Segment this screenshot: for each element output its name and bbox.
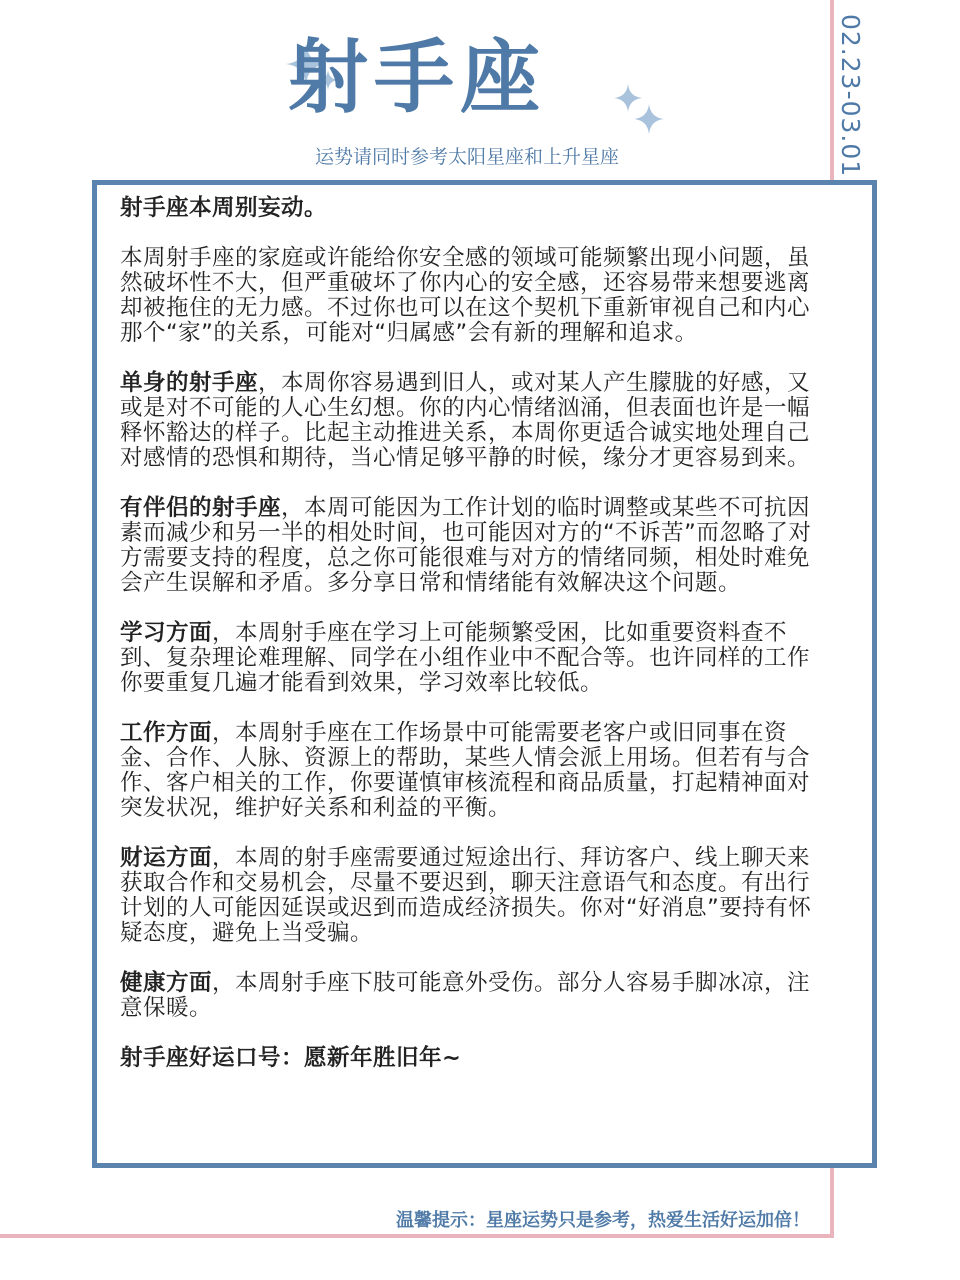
section-study [120, 621, 820, 696]
page-title: 射手座 [288, 31, 546, 124]
section-text: ，本周可能因为工作计划的临时调整或某些不可抗因素而减少和另一半的相处时间，也可能因对方的“不诉苦”而忽略了对方需要支持的程度，总之你可能很难与对方的情绪同频，相处时难免会产生误解和矛盾。多分享日常和情绪能有效解决这个问题。 [120, 495, 812, 596]
footer-tip: 温馨提示：星座运势只是参考，热爱生活好运加倍！ [396, 1210, 810, 1231]
article-body [120, 196, 820, 1096]
section-label: 单身的射手座 [120, 370, 259, 396]
section-label: 学习方面 [120, 620, 213, 646]
section-label: 有伴侣的射手座 [120, 495, 282, 521]
section-text: ，本周的射手座需要通过短途出行、拜访客户、线上聊天来获取合作和交易机会，尽量不要迟到，聊天注意语气和态度。有出行计划的人可能因延误或迟到而造成经济损失。你对“好消息”要持有怀疑态度，避免上当受骗。 [120, 845, 812, 946]
section-text: ，本周你容易遇到旧人，或对某人产生朦胧的好感，又或是对不可能的人心生幻想。你的内心情绪汹涌，但表面也许是一幅释怀豁达的样子。比起主动推进关系，本周你更适合诚实地处理自己对感情的恐惧和期待，当心情足够平静的时候，缘分才更容易到来。 [120, 370, 811, 471]
section-wealth [120, 846, 820, 946]
section-text: ，本周射手座在学习上可能频繁受困，比如重要资料查不到、复杂理论难理解、同学在小组作业中不配合等。也许同样的工作你要重复几遍才能看到效果，学习效率比较低。 [120, 620, 811, 696]
section-single [120, 371, 820, 471]
slogan: 射手座好运口号：愿新年胜旧年~ [120, 1045, 462, 1071]
section-label: 工作方面 [120, 720, 213, 746]
section-label: 财运方面 [120, 845, 213, 871]
pink-horizontal-line [0, 1234, 834, 1238]
page-subtitle: 运势请同时参考太阳星座和上升星座 [314, 146, 619, 168]
section-couple [120, 496, 820, 596]
section-work [120, 721, 820, 821]
section-health [120, 971, 820, 1021]
date-range: 02.23-03.01 [836, 14, 865, 178]
article-heading: 射手座本周别妄动。 [120, 195, 328, 221]
section-label: 健康方面 [120, 970, 213, 996]
article-intro: 本周射手座的家庭或许能给你安全感的领域可能频繁出现小问题，虽然破坏性不大，但严重破坏了你内心的安全感，还容易带来想要逃离却被拖住的无力感。不过你也可以在这个契机下重新审视自己和内心那个“家”的关系，可能对“归属感”会有新的理解和追求。 [120, 245, 811, 346]
section-text: ，本周射手座在工作场景中可能需要老客户或旧同事在资金、合作、人脉、资源上的帮助，某些人情会派上用场。但若有与合作、客户相关的工作，你要谨慎审核流程和商品质量，打起精神面对突发状况，维护好关系和利益的平衡。 [120, 720, 811, 821]
section-text: ，本周射手座下肢可能意外受伤。部分人容易手脚冰凉，注意保暖。 [120, 970, 811, 1021]
